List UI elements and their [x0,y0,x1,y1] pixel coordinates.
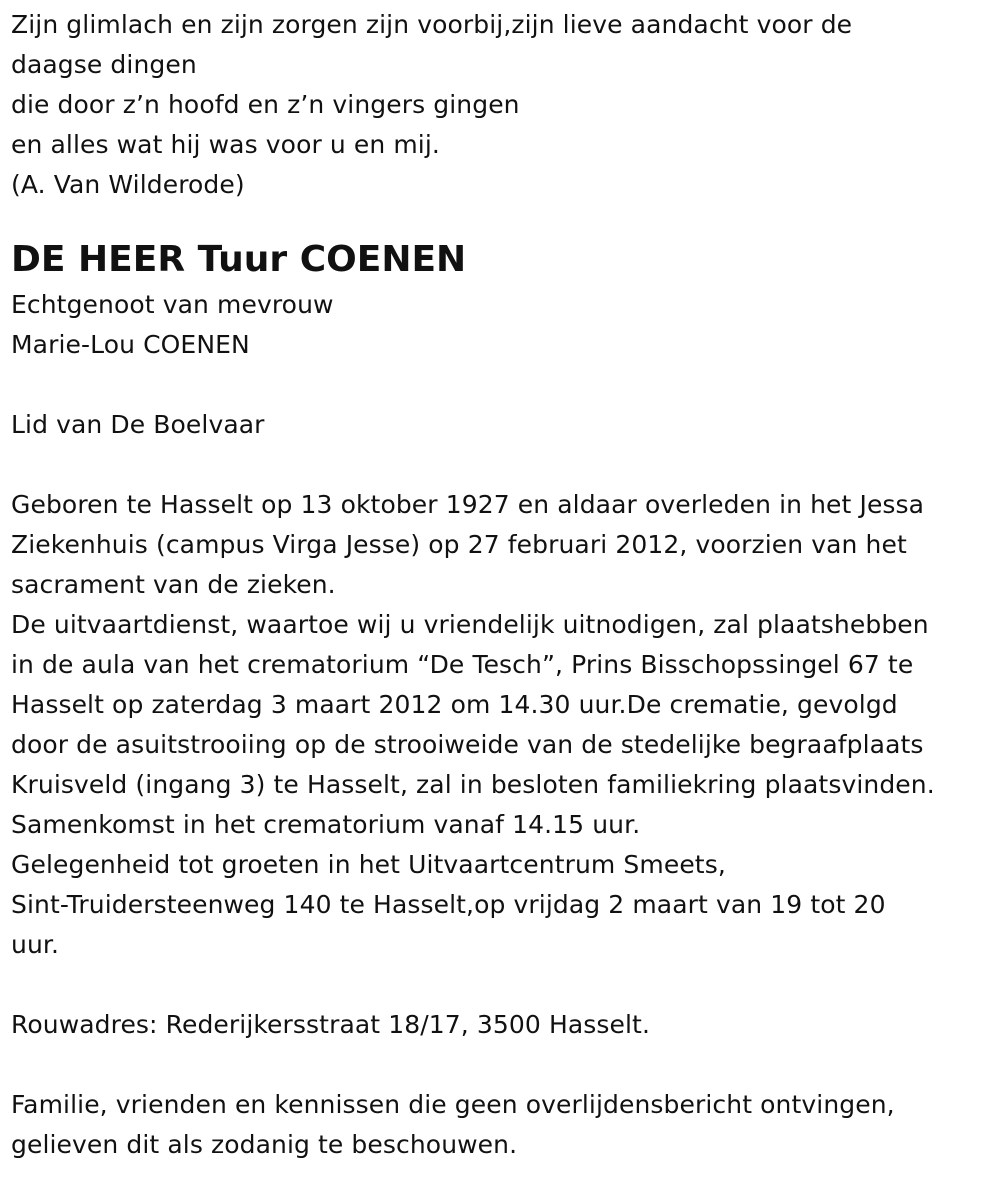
spacer [11,965,991,1005]
details-line: door de asuitstrooiing op de strooiweide van de stedelijke begraafplaats [11,730,924,759]
spouse-block [11,285,991,365]
deceased-name: DE HEER Tuur COENEN [11,239,467,280]
poem-line: en alles wat hij was voor u en mij. [11,130,440,159]
spouse-name: Marie-Lou COENEN [11,330,250,359]
details-line: Ziekenhuis (campus Virga Jesse) op 27 februari 2012, voorzien van het [11,530,907,559]
obituary-document [11,5,991,1165]
details-line: Kruisveld (ingang 3) te Hasselt, zal in besloten familiekring plaatsvinden. [11,770,935,799]
details-line: uur. [11,930,60,959]
closing-block [11,1085,991,1165]
poem-block [11,5,991,205]
details-line: sacrament van de zieken. [11,570,336,599]
spacer [11,365,991,405]
membership-line: Lid van De Boelvaar [11,410,265,439]
details-line: Samenkomst in het crematorium vanaf 14.15 uur. [11,810,641,839]
poem-line: Zijn glimlach en zijn zorgen zijn voorbij,zijn lieve aandacht voor de [11,10,853,39]
mourning-address: Rouwadres: Rederijkersstraat 18/17, 3500 Hasselt. [11,1010,650,1039]
details-line: Sint-Truidersteenweg 140 te Hasselt,op vrijdag 2 maart van 19 tot 20 [11,890,886,919]
closing-line: gelieven dit als zodanig te beschouwen. [11,1130,518,1159]
poem-line: die door z’n hoofd en z’n vingers gingen [11,90,520,119]
details-line: Geboren te Hasselt op 13 oktober 1927 en aldaar overleden in het Jessa [11,490,925,519]
details-block [11,485,991,965]
closing-line: Familie, vrienden en kennissen die geen overlijdensbericht ontvingen, [11,1090,895,1119]
poem-attribution: (A. Van Wilderode) [11,170,245,199]
details-line: in de aula van het crematorium “De Tesch”, Prins Bisschopssingel 67 te [11,650,914,679]
spacer [11,445,991,485]
details-line: Hasselt op zaterdag 3 maart 2012 om 14.30 uur.De crematie, gevolgd [11,690,898,719]
spouse-line: Echtgenoot van mevrouw [11,290,334,319]
details-line: De uitvaartdienst, waartoe wij u vriendelijk uitnodigen, zal plaatshebben [11,610,929,639]
spacer [11,1045,991,1085]
details-line: Gelegenheid tot groeten in het Uitvaartcentrum Smeets, [11,850,726,879]
poem-line: daagse dingen [11,50,197,79]
